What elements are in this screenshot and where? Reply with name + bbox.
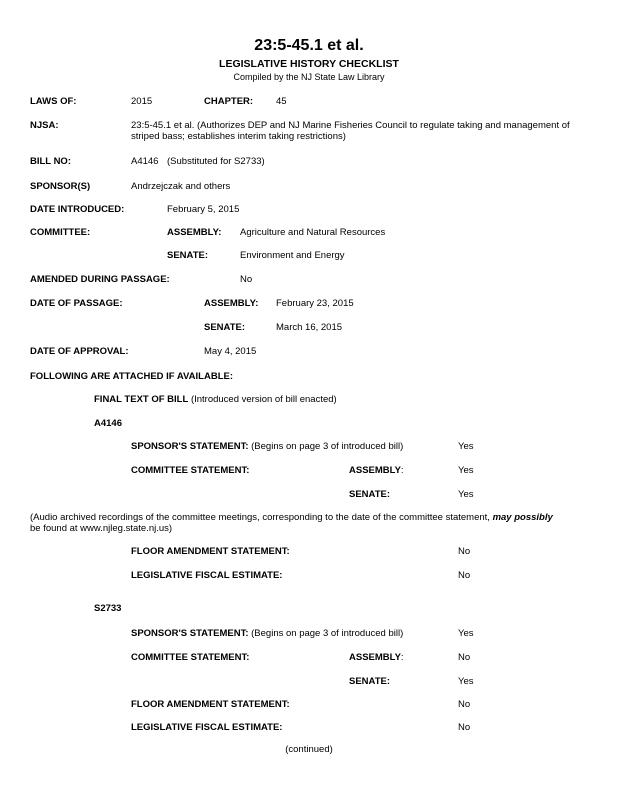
s2733-committee-assembly-value: No xyxy=(458,652,471,663)
s2733-fiscal-estimate-value: No xyxy=(458,722,471,733)
s2733-committee-senate-value: Yes xyxy=(458,676,474,687)
a4146-committee-assembly-colon: : xyxy=(400,465,404,476)
a4146-committee-senate-label: SENATE: xyxy=(349,489,390,500)
audio-note-text: (Audio archived recordings of the committee meetings, corresponding to the date of the committee statement, xyxy=(30,512,493,523)
s2733-sponsor-statement-value: Yes xyxy=(458,628,474,639)
laws-of-label: LAWS OF: xyxy=(30,96,77,107)
approval-value: May 4, 2015 xyxy=(204,346,257,357)
s2733-committee-assembly-row xyxy=(349,652,404,664)
a4146-sponsor-statement-note: (Begins on page 3 of introduced bill) xyxy=(251,441,404,452)
s2733-committee-assembly-colon: : xyxy=(400,652,404,663)
date-introduced-value: February 5, 2015 xyxy=(167,204,240,215)
approval-label: DATE OF APPROVAL: xyxy=(30,346,129,357)
a4146-committee-assembly-label: ASSEMBLY xyxy=(349,465,401,476)
final-text-row xyxy=(94,394,337,406)
bill-no-value: A4146 xyxy=(131,156,159,167)
chapter-value: 45 xyxy=(276,96,287,107)
a4146-floor-amendment-value: No xyxy=(458,546,471,557)
final-text-label: FINAL TEXT OF BILL xyxy=(94,394,189,405)
a4146-sponsor-statement-row xyxy=(131,441,403,453)
sponsors-label: SPONSOR(S) xyxy=(30,181,91,192)
amended-label: AMENDED DURING PASSAGE: xyxy=(30,274,170,285)
s2733-heading: S2733 xyxy=(94,603,122,614)
continued-footer: (continued) xyxy=(285,744,333,755)
laws-of-value: 2015 xyxy=(131,96,153,107)
sponsors-value: Andrzejczak and others xyxy=(131,181,231,192)
s2733-committee-senate-label: SENATE: xyxy=(349,676,390,687)
njsa-value-line2: striped bass; establishes interim taking restrictions) xyxy=(131,131,346,142)
a4146-committee-statement-label: COMMITTEE STATEMENT: xyxy=(131,465,250,476)
document-title: 23:5-45.1 et al. xyxy=(254,37,364,54)
s2733-sponsor-statement-note: (Begins on page 3 of introduced bill) xyxy=(251,628,404,639)
a4146-sponsor-statement-label: SPONSOR'S STATEMENT: xyxy=(131,441,249,452)
audio-note-line2: be found at www.njleg.state.nj.us) xyxy=(30,523,173,534)
final-text-note: (Introduced version of bill enacted) xyxy=(190,394,337,405)
bill-no-note: (Substituted for S2733) xyxy=(167,156,265,167)
s2733-committee-statement-label: COMMITTEE STATEMENT: xyxy=(131,652,250,663)
njsa-value-line1: 23:5-45.1 et al. (Authorizes DEP and NJ Marine Fisheries Council to regulate taking and management of xyxy=(131,120,570,131)
a4146-floor-amendment-label: FLOOR AMENDMENT STATEMENT: xyxy=(131,546,290,557)
chapter-label: CHAPTER: xyxy=(204,96,254,107)
document-subtitle: LEGISLATIVE HISTORY CHECKLIST xyxy=(219,58,399,70)
audio-note-emphasis: may possibly xyxy=(492,512,553,523)
a4146-heading: A4146 xyxy=(94,418,122,429)
a4146-committee-assembly-value: Yes xyxy=(458,465,474,476)
passage-assembly-value: February 23, 2015 xyxy=(276,298,354,309)
s2733-floor-amendment-label: FLOOR AMENDMENT STATEMENT: xyxy=(131,699,290,710)
attached-heading: FOLLOWING ARE ATTACHED IF AVAILABLE: xyxy=(30,371,233,382)
passage-label: DATE OF PASSAGE: xyxy=(30,298,123,309)
committee-senate-value: Environment and Energy xyxy=(240,250,345,261)
s2733-sponsor-statement-row xyxy=(131,628,403,640)
date-introduced-label: DATE INTRODUCED: xyxy=(30,204,125,215)
a4146-committee-assembly-row xyxy=(349,465,404,477)
passage-assembly-label: ASSEMBLY: xyxy=(204,298,259,309)
committee-assembly-label: ASSEMBLY: xyxy=(167,227,222,238)
s2733-floor-amendment-value: No xyxy=(458,699,471,710)
s2733-committee-assembly-label: ASSEMBLY xyxy=(349,652,401,663)
passage-senate-value: March 16, 2015 xyxy=(276,322,343,333)
njsa-label: NJSA: xyxy=(30,120,59,131)
bill-no-label: BILL NO: xyxy=(30,156,71,167)
a4146-fiscal-estimate-label: LEGISLATIVE FISCAL ESTIMATE: xyxy=(131,570,283,581)
compiled-by: Compiled by the NJ State Law Library xyxy=(233,72,385,82)
a4146-committee-senate-value: Yes xyxy=(458,489,474,500)
amended-value: No xyxy=(240,274,253,285)
committee-assembly-value: Agriculture and Natural Resources xyxy=(240,227,386,238)
a4146-sponsor-statement-value: Yes xyxy=(458,441,474,452)
committee-senate-label: SENATE: xyxy=(167,250,208,261)
passage-senate-label: SENATE: xyxy=(204,322,245,333)
a4146-fiscal-estimate-value: No xyxy=(458,570,471,581)
committee-label: COMMITTEE: xyxy=(30,227,91,238)
s2733-sponsor-statement-label: SPONSOR'S STATEMENT: xyxy=(131,628,249,639)
s2733-fiscal-estimate-label: LEGISLATIVE FISCAL ESTIMATE: xyxy=(131,722,283,733)
